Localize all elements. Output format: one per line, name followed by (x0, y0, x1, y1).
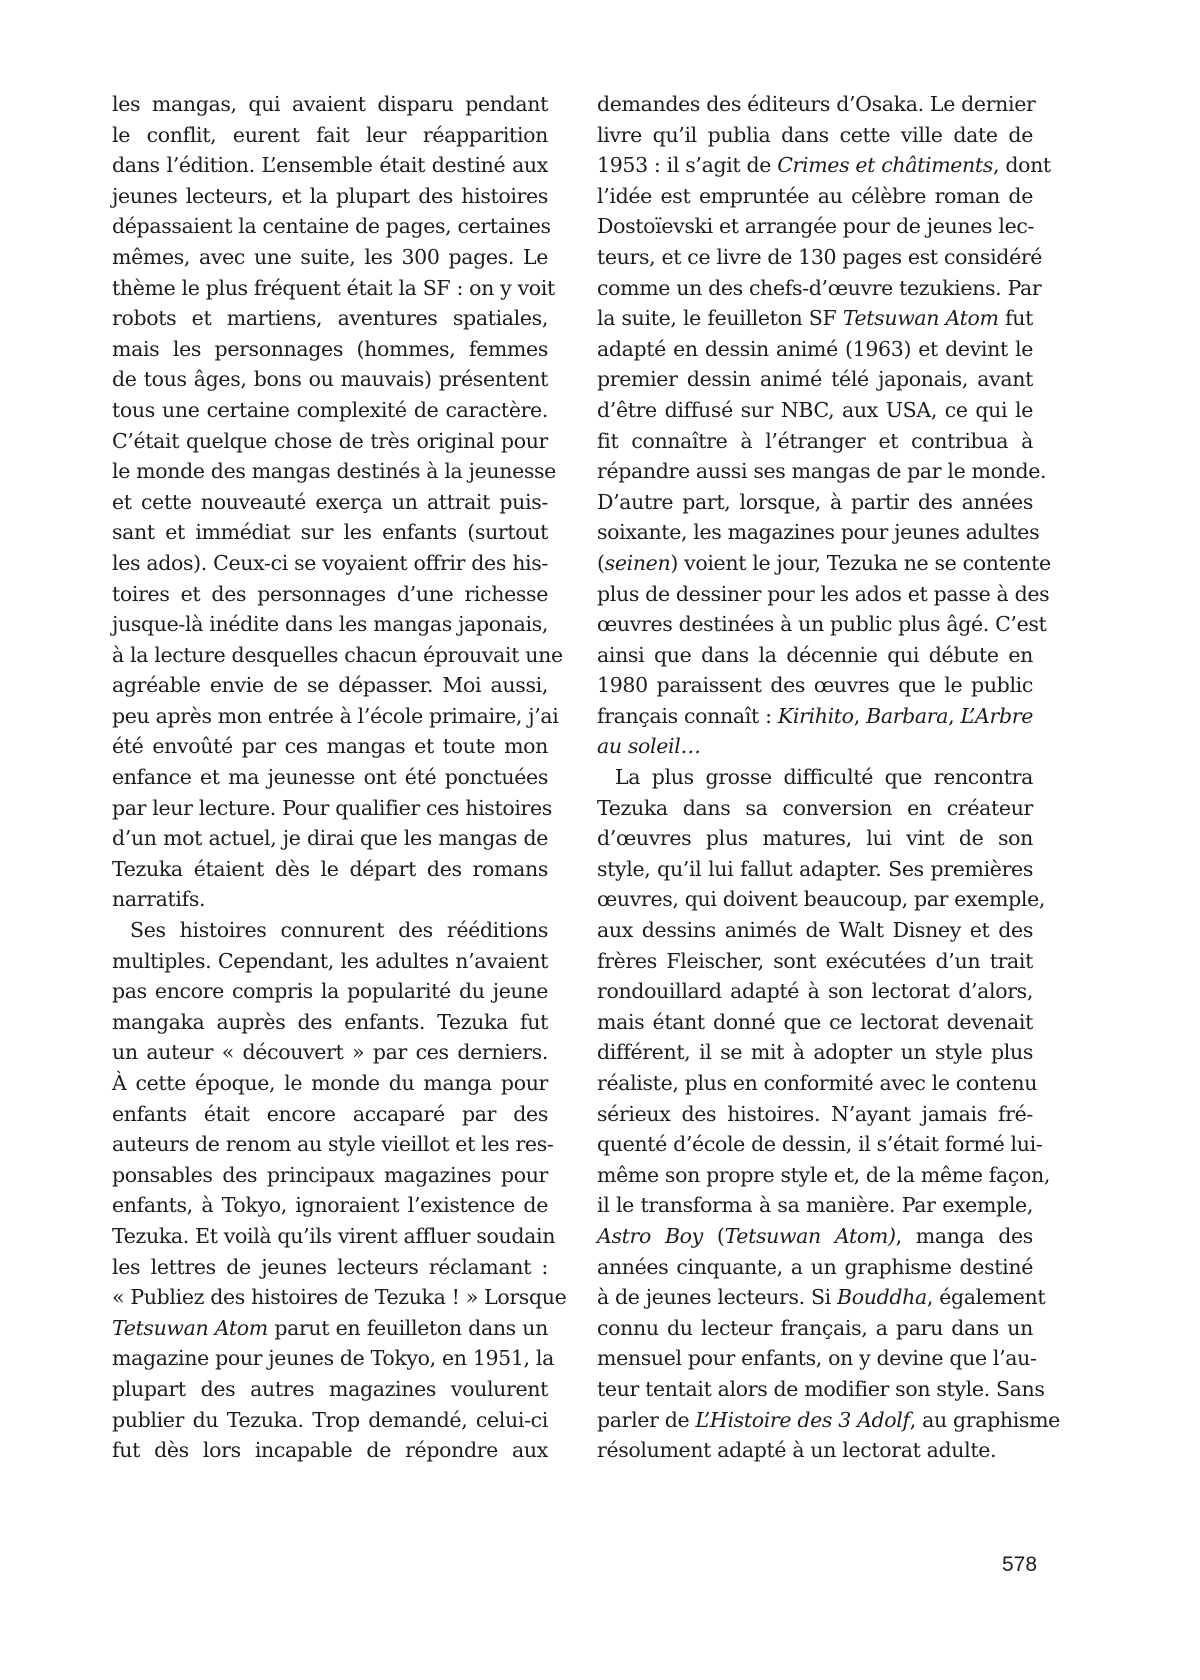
text-line (112, 1160, 548, 1191)
text-run: dépassaient la centaine de pages, certaines (112, 214, 551, 239)
text-line (112, 211, 551, 242)
text-run: même son propre style et, de la même façon, (597, 1162, 1051, 1187)
text-run: mais étant donné que ce lectorat devenait (597, 1009, 1033, 1034)
text-run: Dostoïevski et arrangée pour de jeunes lec- (597, 214, 1035, 239)
text-line (112, 1129, 554, 1160)
text-run: connu du lecteur français, a paru dans un (597, 1315, 1033, 1340)
text-run: 1980 paraissent des œuvres que le public (597, 673, 1033, 698)
text-line (597, 1405, 1060, 1436)
text-line (597, 640, 1033, 671)
text-line (597, 701, 1033, 732)
text-run: à la lecture desquelles chacun éprouvait une (112, 642, 563, 667)
text-run: œuvres, qui doivent beaucoup, par exemple, (597, 887, 1046, 912)
text-run: enfance et ma jeunesse ont été ponctuées (112, 765, 548, 790)
text-line (597, 579, 1050, 610)
text-run: le monde des mangas destinés à la jeunesse (112, 459, 556, 484)
text-line (597, 150, 1051, 181)
text-run: et cette nouveauté exerça un attrait puis- (112, 489, 548, 514)
text-run: de tous âges, bons ou mauvais) présentent (112, 367, 548, 392)
text-line (112, 1221, 556, 1252)
text-run: , également (926, 1285, 1046, 1310)
text-run: ( (702, 1223, 725, 1248)
text-run: peu après mon entrée à l’école primaire, j’ai (112, 703, 559, 728)
text-run: tous une certaine complexité de caractère. (112, 397, 548, 422)
text-line (597, 120, 1033, 151)
text-run: frères Fleischer, sont exécutées d’un trait (597, 948, 1033, 973)
text-line (597, 670, 1033, 701)
text-run: agréable envie de se dépasser. Moi aussi, (112, 673, 548, 698)
text-line (112, 364, 548, 395)
italic-title: Tetsuwan Atom (842, 306, 999, 331)
text-line (112, 89, 548, 120)
text-line (112, 884, 548, 915)
text-run: années cinquante, a un graphisme destiné (597, 1254, 1033, 1279)
italic-title: L’Histoire des 3 Adolf (695, 1407, 910, 1432)
text-line (112, 701, 559, 732)
text-column-right (597, 89, 1060, 1466)
paragraph-first-line (597, 762, 1033, 793)
text-run: par leur lecture. Pour qualifier ces histoires (112, 795, 552, 820)
text-run: fut (998, 306, 1033, 331)
text-line (597, 1160, 1051, 1191)
text-line (597, 364, 1033, 395)
text-line (112, 946, 548, 977)
text-column-left (112, 89, 567, 1466)
text-run: résolument adapté à un lectorat adulte. (597, 1438, 997, 1463)
text-run: style, qu’il lui fallut adapter. Ses premières (597, 856, 1033, 881)
text-line (112, 120, 548, 151)
text-run: Tezuka dans sa conversion en créateur (597, 795, 1033, 820)
text-run: d’être diffusé sur NBC, aux USA, ce qui le (597, 397, 1033, 422)
text-line (112, 1374, 548, 1405)
text-line (597, 854, 1033, 885)
text-line (112, 1252, 548, 1283)
text-line (597, 242, 1043, 273)
text-run: réaliste, plus en conformité avec le contenu (597, 1071, 1038, 1095)
text-run: publier du Tezuka. Trop demandé, celui-ci (112, 1407, 548, 1432)
text-run: livre qu’il publia dans cette ville date de (597, 122, 1033, 147)
italic-title: Tetsuwan Atom) (724, 1223, 896, 1248)
text-line (597, 1190, 1033, 1221)
text-line (597, 793, 1033, 824)
text-line (597, 1252, 1033, 1283)
text-line (112, 1282, 567, 1313)
italic-title: L’Arbre (960, 703, 1033, 728)
text-line (112, 762, 548, 793)
text-line (597, 1037, 1033, 1068)
text-line (112, 793, 552, 824)
italic-title: Barbara (866, 703, 949, 728)
text-run: Ses histoires connurent des rééditions (130, 918, 548, 943)
text-run: jusque-là inédite dans les mangas japonais, (112, 612, 548, 637)
text-line (112, 517, 548, 548)
text-line (112, 670, 548, 701)
text-line (597, 426, 1033, 457)
text-run: , (853, 703, 867, 728)
text-run: d’œuvres plus matures, lui vint de son (597, 826, 1033, 851)
text-run: d’un mot actuel, je dirai que les mangas de (112, 826, 548, 851)
text-line (597, 823, 1033, 854)
text-run: ponsables des principaux magazines pour (112, 1162, 548, 1187)
text-run: mêmes, avec une suite, les 300 pages. Le (112, 244, 548, 269)
text-run: D’autre part, lorsque, à partir des années (597, 489, 1033, 514)
text-run: , (948, 703, 961, 728)
text-run: adapté en dessin animé (1963) et devint le (597, 336, 1033, 361)
text-line (112, 1435, 548, 1466)
text-line (597, 884, 1046, 915)
text-run: mensuel pour enfants, on y devine que l’au- (597, 1346, 1037, 1371)
text-line (112, 426, 548, 457)
text-run: fit connaître à l’étranger et contribua à (597, 428, 1033, 453)
text-line (597, 395, 1033, 426)
text-line (597, 89, 1036, 120)
text-run: soixante, les magazines pour jeunes adultes (597, 520, 1040, 545)
text-line (597, 211, 1033, 242)
text-line (112, 334, 548, 365)
text-run: , dont (992, 153, 1051, 178)
text-line (112, 150, 548, 181)
text-line (597, 609, 1047, 640)
text-line (597, 1099, 1033, 1130)
text-line (112, 1343, 554, 1374)
text-line (597, 1435, 1033, 1466)
text-run: toires et des personnages d’une richesse (112, 581, 548, 606)
text-line (112, 1405, 548, 1436)
text-run: robots et martiens, aventures spatiales, (112, 306, 548, 331)
italic-title: Tetsuwan Atom (112, 1315, 268, 1340)
text-line (112, 487, 548, 518)
text-line (112, 1190, 548, 1221)
text-line (597, 1068, 1038, 1099)
text-run: sant et immédiat sur les enfants (surtout (112, 520, 548, 545)
text-run: , manga des (895, 1223, 1033, 1248)
text-line (112, 579, 548, 610)
text-line (112, 303, 548, 334)
text-line (597, 1282, 1046, 1313)
text-run: à de jeunes lecteurs. Si (597, 1285, 838, 1310)
text-run: plupart des autres magazines voulurent (112, 1376, 548, 1401)
text-line (597, 456, 1047, 487)
text-line (597, 334, 1033, 365)
text-run: magazine pour jeunes de Tokyo, en 1951, la (112, 1346, 554, 1371)
text-run: répandre aussi ses mangas de par le monde. (597, 459, 1047, 484)
text-run: La plus grosse difficulté que rencontra (615, 765, 1033, 790)
text-line (112, 609, 548, 640)
text-line (597, 303, 1033, 334)
text-run: Tezuka. Et voilà qu’ils virent affluer soudain (112, 1223, 556, 1248)
text-run: , au graphisme (909, 1407, 1060, 1432)
text-line (597, 548, 1051, 579)
text-run: parut en feuilleton dans un (267, 1315, 549, 1340)
text-run: C’était quelque chose de très original pour (112, 428, 548, 453)
text-run: sérieux des histoires. N’ayant jamais fré- (597, 1101, 1033, 1126)
text-run: les lettres de jeunes lecteurs réclamant : (112, 1254, 548, 1279)
text-run: À cette époque, le monde du manga pour (112, 1071, 548, 1095)
text-run: plus de dessiner pour les ados et passe à des (597, 581, 1050, 606)
text-line (112, 395, 548, 426)
text-run: mangaka auprès des enfants. Tezuka fut (112, 1009, 548, 1034)
text-run: demandes des éditeurs d’Osaka. Le dernier (597, 92, 1036, 116)
text-line (112, 181, 548, 212)
text-run: narratifs. (112, 887, 206, 912)
text-line (597, 1374, 1045, 1405)
text-run: la suite, le feuilleton SF (597, 306, 843, 331)
text-line (112, 548, 548, 579)
text-run: le conflit, eurent fait leur réapparition (112, 122, 548, 147)
italic-title: Kirihito (777, 703, 854, 728)
text-run: différent, il se mit à adopter un style plus (597, 1040, 1033, 1065)
text-run: l’idée est empruntée au célèbre roman de (597, 183, 1033, 208)
text-run: mais les personnages (hommes, femmes (112, 336, 548, 361)
italic-title: Bouddha (837, 1285, 927, 1310)
text-line (112, 456, 556, 487)
text-line (597, 273, 1042, 304)
italic-title: Crimes et châtiments (777, 153, 993, 178)
text-run: premier dessin animé télé japonais, avant (597, 367, 1033, 392)
text-run: parler de (597, 1407, 696, 1432)
text-run: enfants, à Tokyo, ignoraient l’existence de (112, 1193, 548, 1218)
italic-title: Astro Boy (597, 1223, 703, 1248)
text-line (112, 242, 548, 273)
text-run: thème le plus fréquent était la SF : on y voit (112, 275, 555, 300)
paragraph-first-line (112, 915, 548, 946)
italic-title: seinen (604, 550, 671, 575)
text-run: dans l’édition. L’ensemble était destiné aux (112, 153, 548, 178)
text-line (112, 731, 548, 762)
text-line (597, 181, 1033, 212)
text-run: il le transforma à sa manière. Par exemple, (597, 1193, 1033, 1218)
text-line (597, 915, 1033, 946)
text-run: 1953 : il s’agit de (597, 153, 778, 178)
text-line (112, 1068, 548, 1099)
text-run: les mangas, qui avaient disparu pendant (112, 92, 548, 116)
text-run: ( (597, 550, 605, 575)
text-line (597, 976, 1033, 1007)
text-run: un auteur « découvert » par ces derniers. (112, 1040, 548, 1065)
text-line (597, 1221, 1033, 1252)
text-line (112, 1007, 548, 1038)
text-run: rondouillard adapté à son lectorat d’alors, (597, 979, 1033, 1004)
text-run: jeunes lecteurs, et la plupart des histoires (112, 183, 548, 208)
text-line (112, 1037, 548, 1068)
text-run: auteurs de renom au style vieillot et les res- (112, 1132, 554, 1157)
text-run: « Publiez des histoires de Tezuka ! » Lorsque (112, 1285, 567, 1310)
text-line (597, 1129, 1043, 1160)
text-line (112, 273, 555, 304)
text-line (112, 823, 548, 854)
text-run: les ados). Ceux-ci se voyaient offrir des his- (112, 550, 548, 575)
text-line (597, 487, 1033, 518)
italic-title: au soleil… (597, 734, 701, 759)
text-line (597, 1313, 1033, 1344)
text-line (112, 854, 548, 885)
text-run: ainsi que dans la décennie qui débute en (597, 642, 1033, 667)
text-run: été envoûté par ces mangas et toute mon (112, 734, 548, 759)
text-line (597, 517, 1040, 548)
text-line (597, 1343, 1037, 1374)
text-line (112, 1099, 548, 1130)
text-run: aux dessins animés de Walt Disney et des (597, 918, 1033, 943)
text-line (112, 976, 548, 1007)
text-run: Tezuka étaient dès le départ des romans (112, 856, 548, 881)
text-line (597, 946, 1033, 977)
text-run: français connaît : (597, 703, 778, 728)
text-run: enfants était encore accaparé par des (112, 1101, 548, 1126)
text-run: fut dès lors incapable de répondre aux (112, 1438, 548, 1463)
text-run: multiples. Cependant, les adultes n’avaient (112, 948, 548, 973)
text-line (112, 1313, 548, 1344)
text-line (112, 640, 563, 671)
text-run: ) voient le jour, Tezuka ne se contente (670, 550, 1051, 575)
page-number: 578 (1002, 1553, 1038, 1576)
text-run: comme un des chefs-d’œuvre tezukiens. Par (597, 275, 1042, 300)
text-line (597, 731, 1033, 762)
text-run: teurs, et ce livre de 130 pages est considéré (597, 244, 1043, 269)
text-line (597, 1007, 1033, 1038)
text-run: œuvres destinées à un public plus âgé. C’est (597, 612, 1047, 637)
text-run: quenté d’école de dessin, il s’était formé lui- (597, 1132, 1043, 1157)
text-run: teur tentait alors de modifier son style. Sans (597, 1376, 1045, 1401)
text-run: pas encore compris la popularité du jeune (112, 979, 548, 1004)
